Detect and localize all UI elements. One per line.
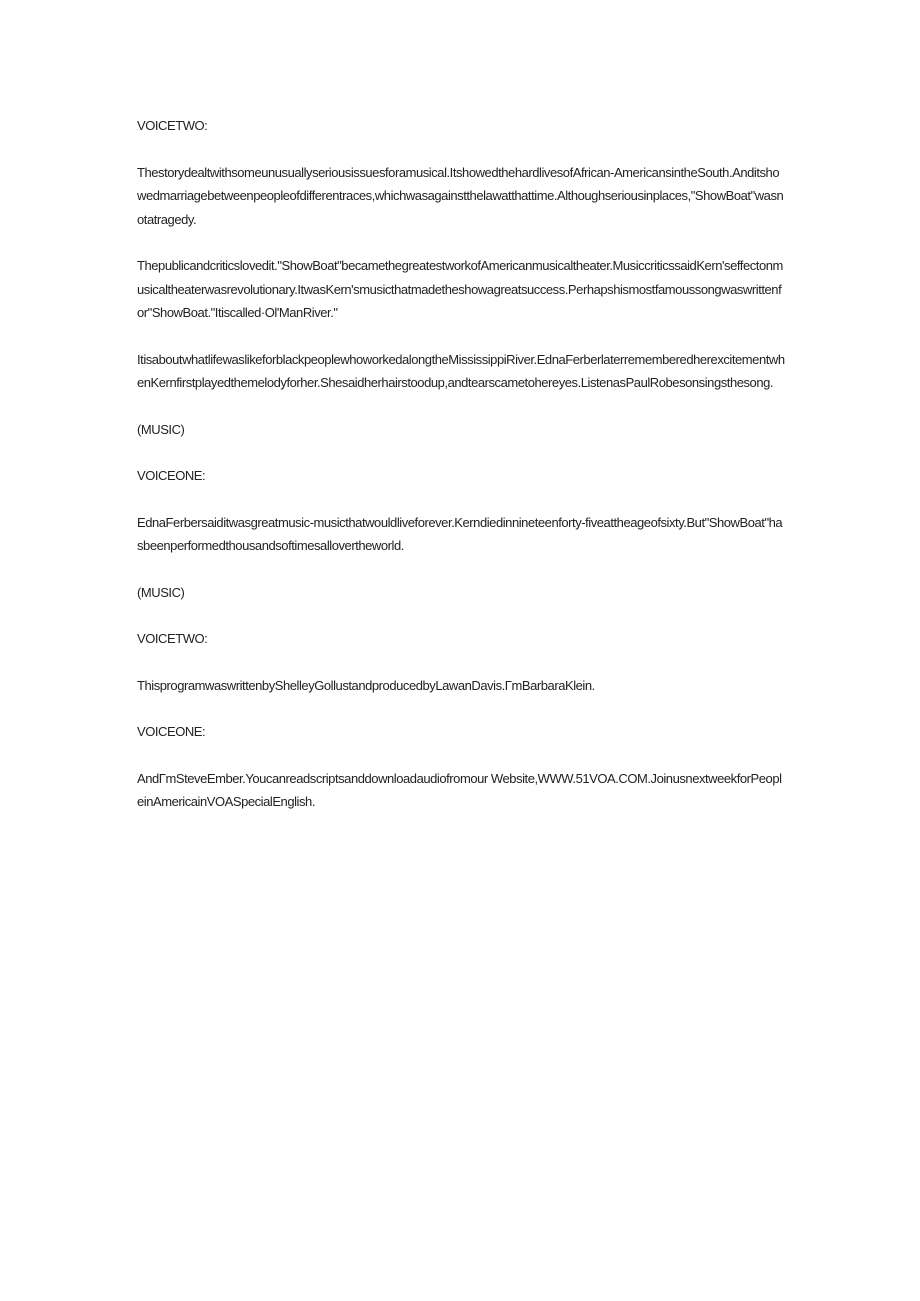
paragraph: ItisaboutwhatlifewaslikeforblackpeoplewhoworkedalongtheMississippiRiver.EdnaFerberlaterrememberedherexcitementwhenKernfirstplayedthemelodyforher.Shesaidherhairstoodup,andtearscametohereyes.ListenasPaulRobesonsingsthesong. — [137, 351, 785, 390]
speaker-label: VOICEONE: — [137, 724, 206, 739]
paragraph: AndΓmSteveEmber.Youcanreadscriptsanddownloadaudiofromour Website,WWW.51VOA.COM.JoinusnextweekforPeopleinAmericainVOASpecialEnglish. — [137, 770, 782, 809]
speaker-label: VOICETWO: — [137, 631, 208, 646]
speaker-label: VOICETWO: — [137, 118, 208, 133]
music-cue: (MUSIC) — [137, 584, 185, 600]
paragraph: ThisprogramwaswrittenbyShelleyGollustandproducedbyLawanDavis.ΓmBarbaraKlein. — [137, 677, 595, 693]
document-page — [137, 114, 785, 837]
paragraph: Thepublicandcriticslovedit."ShowBoat"becamethegreatestworkofAmericanmusicaltheater.MusiccriticssaidKern'seffectonmusicaltheaterwasrevolutionary.ItwasKern'smusicthatmadetheshowagreatsuccess.Perhapshismostfamoussongwaswrittenfor"ShowBoat."Itiscalled·Ol'ManRiver." — [137, 258, 783, 320]
paragraph: Thestorydealtwithsomeunusuallyseriousissuesforamusical.ItshowedthehardlivesofAfrican-AmericansintheSouth.Anditshowedmarriagebetweenpeopleofdifferentraces,whichwasagainstthelawatthattime.Althoughseriousinplaces,"ShowBoat"wasnotatragedy. — [137, 164, 784, 227]
music-cue: (MUSIC) — [137, 421, 185, 437]
paragraph: EdnaFerbersaiditwasgreatmusic-musicthatwouldliveforever.Kerndiedinnineteenforty-fiveattheageofsixty.But"ShowBoat"hasbeenperformedthousandsoftimesallovertheworld. — [137, 514, 783, 553]
speaker-label: VOICEONE: — [137, 468, 206, 483]
